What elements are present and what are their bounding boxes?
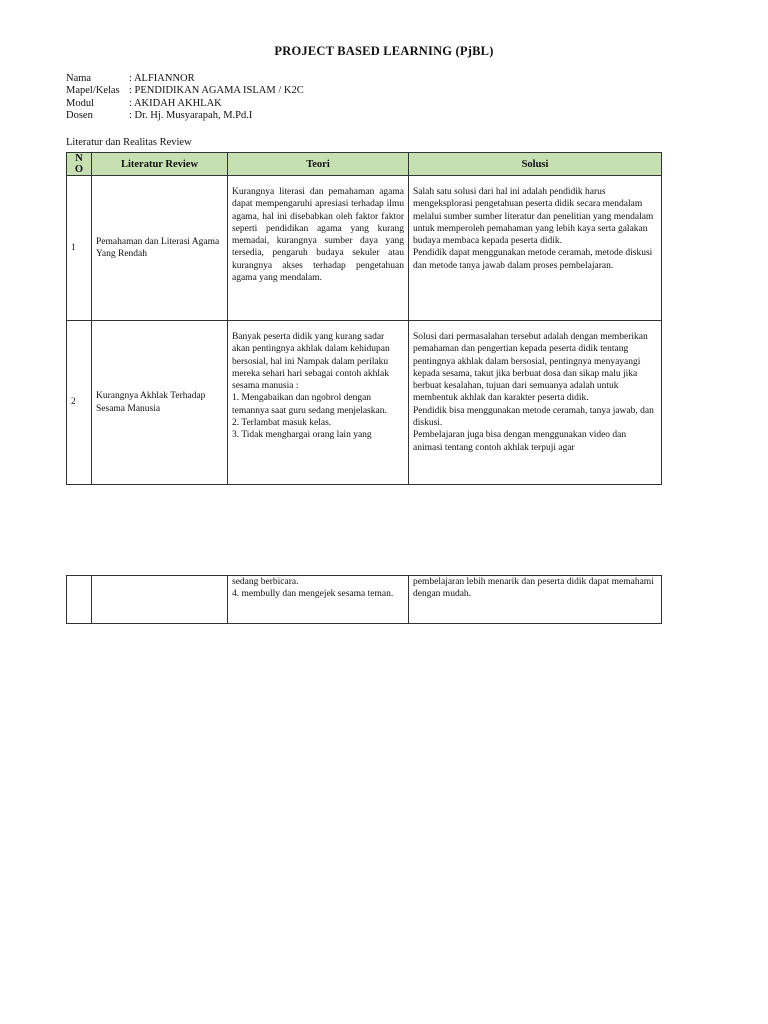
teori-cell [228,576,409,624]
solusi-cell [409,176,662,321]
teori-list-item: 2. Terlambat masuk kelas. [232,418,332,429]
solusi-paragraph: Salah satu solusi dari hal ini adalah pendidik harus mengeksplorasi pengetahuan peserta didik secara mendalam melalui sumber sumber literatur dan penelitian yang mendalam untuk memperoleh pemahaman yang lebih kaya serta galakan budaya membaca kepada peserta didik. [413,187,654,247]
review-table-continuation [66,575,662,624]
info-key: Dosen [66,109,93,121]
table-header-row [67,153,662,176]
student-info [66,73,304,122]
info-row-dosen [66,110,304,122]
row-number: 1 [67,176,92,321]
header-teori: Teori [228,153,409,176]
info-value: : PENDIDIKAN AGAMA ISLAM / K2C [129,85,304,97]
teori-list-item: sedang berbicara. [232,577,299,587]
solusi-paragraph: pembelajaran lebih menarik dan peserta didik dapat memahami dengan mudah. [413,577,654,600]
table-row [67,576,662,624]
solusi-cell [409,576,662,624]
info-key: Nama [66,73,92,84]
literatur-cell: Pemahaman dan Literasi Agama Yang Rendah [92,176,228,321]
literatur-cell: Kurangnya Akhlak Terhadap Sesama Manusia [92,321,228,485]
teori-paragraph: Banyak peserta didik yang kurang sadar akan pentingnya akhlak dalam kehidupan bersosial, hal ini Nampak dalam perilaku mereka sehari hari sebagai contoh akhlak sesama manusia : [232,332,390,392]
teori-cell [228,321,409,485]
info-value: : AKIDAH AKHLAK [129,97,222,109]
header-no: N O [67,153,92,176]
solusi-paragraph: Pembelajaran juga bisa dengan menggunakan video dan animasi tentang contoh akhlak terpuji agar [413,430,627,453]
review-table [66,152,662,485]
table-row [67,321,662,485]
teori-list-item: 1. Mengabaikan dan ngobrol dengan temannya saat guru sedang menjelaskan. [232,393,387,416]
section-label: Literatur dan Realitas Review [66,137,192,148]
table-row [67,176,662,321]
info-value: : ALFIANNOR [129,73,195,84]
solusi-paragraph: Pendidik bisa menggunakan metode ceramah, tanya jawab, dan diskusi. [413,405,654,429]
info-row-nama [66,73,304,85]
teori-list-item: 4. membully dan mengejek sesama teman. [232,589,394,600]
teori-cell: Kurangnya literasi dan pemahaman agama dapat mempengaruhi apresiasi terhadap ilmu agama, hal ini disebabkan oleh faktor faktor seperti pendidikan agama yang kurang memadai, kurangnya sumber daya yang tersedia, pengaruh budaya sekuler atau kurangnya akses terhadap pengetahuan agama yang mendalam. [228,176,409,321]
teori-list-item: 3. Tidak menghargai orang lain yang [232,430,372,441]
header-literatur: Literatur Review [92,153,228,176]
info-value: : Dr. Hj. Musyarapah, M.Pd.I [129,109,253,121]
document-title: PROJECT BASED LEARNING (PjBL) [274,44,494,58]
solusi-paragraph: Pendidik dapat menggunakan metode ceramah, metode diskusi dan metode tanya jawab dalam proses pembelajaran. [413,248,653,271]
info-key: Mapel/Kelas [66,85,120,97]
solusi-paragraph: Solusi dari permasalahan tersebut adalah dengan memberikan pemahaman dan pengertian kepada peserta didik tentang pentingnya akhlak dalam bersosial, pentingnya menyayangi kepada sesama, takut jika berbuat dosa dan sikap malu jika berbuat kesalahan, tujuan dari semuanya adalah untuk membentuk akhlak dan karakter peserta didik. [413,332,648,404]
info-row-mapel [66,85,304,97]
solusi-cell [409,321,662,485]
info-key: Modul [66,97,95,109]
header-solusi: Solusi [409,153,662,176]
row-number [67,576,92,624]
literatur-cell [92,576,228,624]
info-row-modul [66,98,304,110]
row-number: 2 [67,321,92,485]
